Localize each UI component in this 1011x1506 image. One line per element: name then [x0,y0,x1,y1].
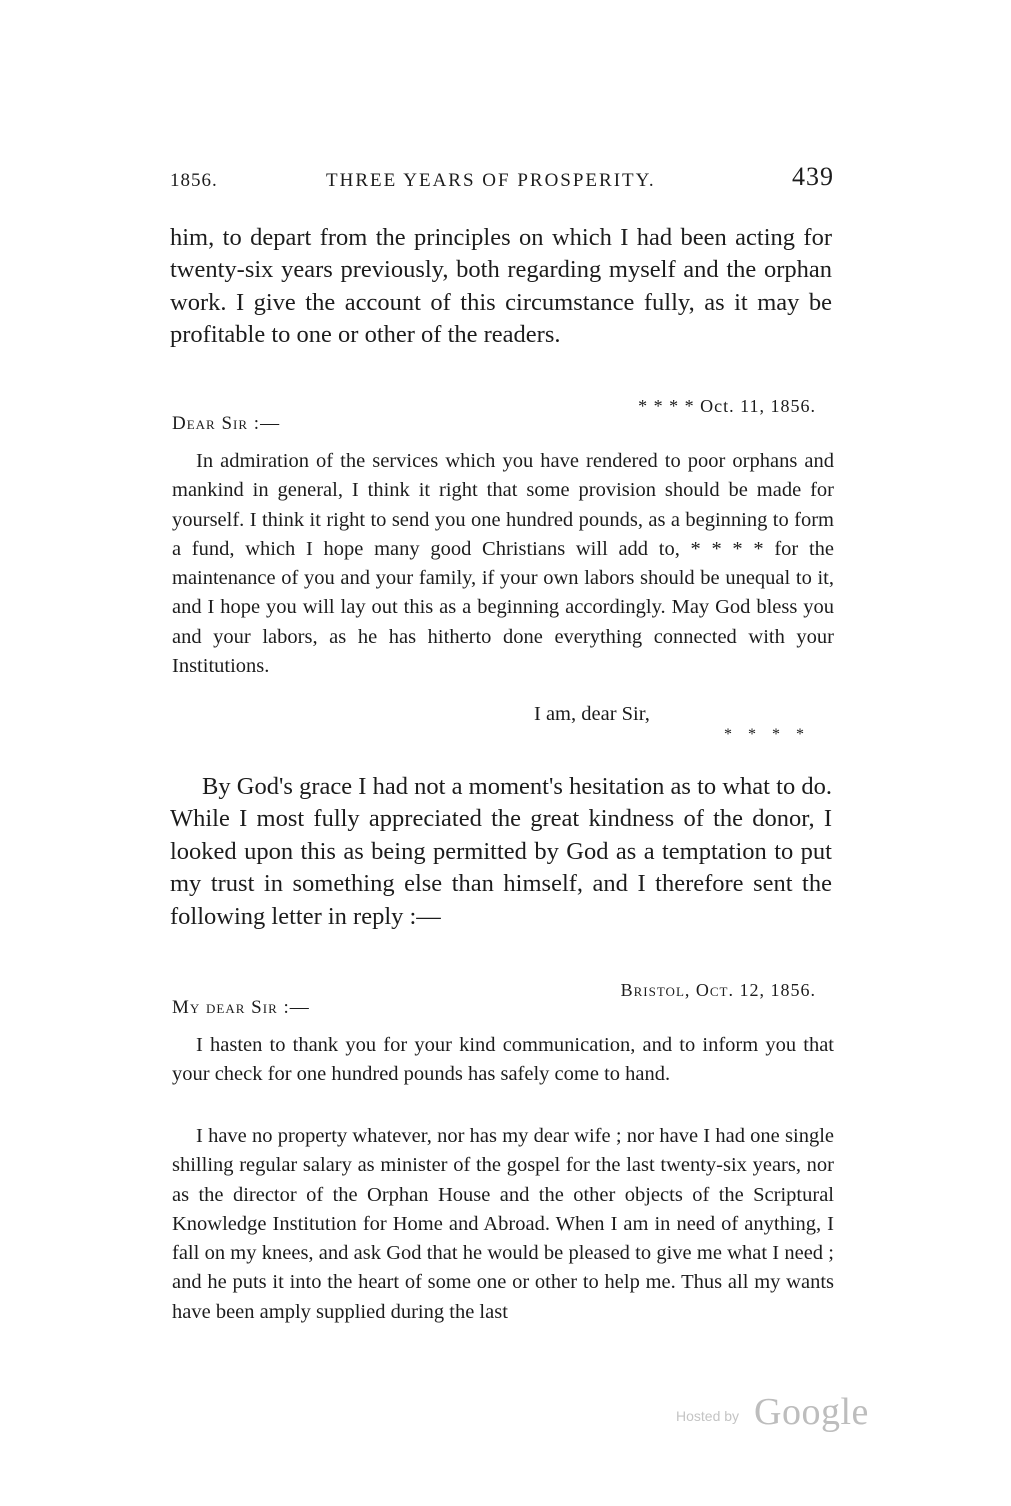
first-letter-signature: * * * * [724,726,810,743]
page-number: 439 [792,162,834,191]
second-letter-dateline: Bristol, Oct. 12, 1856. [620,980,816,1000]
header-title: THREE YEARS OF PROSPERITY. [326,170,656,191]
watermark-prefix: Hosted by [676,1408,740,1424]
second-letter-paragraph-1: I hasten to thank you for your kind communication, and to inform you that your check for one hundred pounds has safely come to hand. [172,1034,834,1086]
first-letter-closing: I am, dear Sir, [534,703,650,725]
google-logo: Google [754,1391,869,1433]
intro-paragraph: him, to depart from the principles on which I had been acting for twenty-six years previously, both regarding myself and the orphan work. I give the account of this circumstance fully, as it may be profitable to one or other of the readers. [170,224,832,349]
first-letter-dateline: * * * * Oct. 11, 1856. [638,396,816,416]
header-year: 1856. [170,170,218,191]
second-letter-paragraph-2: I have no property whatever, nor has my dear wife ; nor have I had one single shilling regular salary as minister of the gospel for the last twenty-six years, nor as the director of the Orphan House and the other objects of the Scriptural Knowledge Institution for Home and Abroad. When I am in need of anything, I fall on my knees, and ask God that he would be pleased to give me what I need ; and he puts it into the heart of some one or other to help me. Thus all my wants have been amply supplied during the last [172,1125,834,1323]
google-watermark [676,1390,886,1440]
second-letter-salutation: My dear Sir :— [172,997,310,1018]
first-letter-body: In admiration of the services which you have rendered to poor orphans and mankind in general, I think it right that some provision should be made for yourself. I think it right to send you one hundred pounds, as a beginning to form a fund, which I hope many good Christians will add to, * * * * for the maintenance of you and your family, if your own labors should be unequal to it, and I hope you will lay out this as a beginning accordingly. May God bless you and your labors, as he has hitherto done everything connected with your Institutions. [172,450,834,678]
running-head [170,162,834,196]
first-letter-salutation: Dear Sir :— [172,413,281,434]
response-paragraph: By God's grace I had not a moment's hesitation as to what to do. While I most fully appreciated the great kindness of the donor, I looked upon this as being permitted by God as a temptation to put my trust in something else than himself, and I therefore sent the following letter in reply :— [170,773,832,930]
